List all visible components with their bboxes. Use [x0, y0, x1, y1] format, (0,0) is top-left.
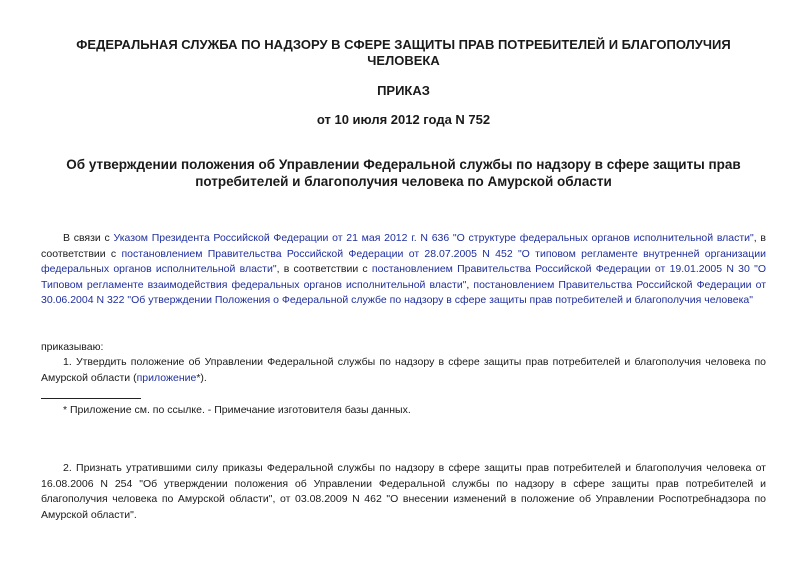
link-resolution-30[interactable]: постановлением Правительства Российской Федерации от 19.01.2005 N 30 "О Типовом регламенте взаимодействия федеральных органов исполнительной власти" [41, 263, 766, 291]
link-resolution-322[interactable]: постановлением Правительства Российской Федерации от 30.06.2004 N 322 "Об утверждении Положения о Федеральной службе по надзору в сфере защиты прав потребителей и благополучия человека" [41, 278, 767, 306]
document-type: ПРИКАЗ [377, 83, 430, 98]
link-appendix[interactable]: приложение [136, 371, 197, 384]
agency-name: ФЕДЕРАЛЬНАЯ СЛУЖБА ПО НАДЗОРУ В СФЕРЕ ЗАЩИТЫ ПРАВ ПОТРЕБИТЕЛЕЙ И БЛАГОПОЛУЧИЯ ЧЕЛОВЕКА [76, 37, 731, 68]
intro-text: В связи с [63, 232, 114, 244]
item-1-paragraph [41, 355, 766, 386]
document-date: от 10 июля 2012 года N 752 [316, 112, 491, 127]
footnote-divider [41, 398, 141, 399]
link-resolution-452[interactable]: постановлением Правительства Российской Федерации от 28.07.2005 N 452 "О типовом регламенте внутренней организации федеральных органов исполнительной власти" [41, 247, 766, 275]
footnote: * Приложение см. по ссылке. - Примечание изготовителя базы данных. [63, 404, 411, 416]
item-1-text: 1. Утвердить положение об Управлении Федеральной службы по надзору в сфере защиты прав потребителей и благополучия человека по Амурской области ( [41, 356, 766, 384]
intro-text: , в соответствии с [41, 232, 766, 260]
item-1-tail: *). [196, 371, 207, 384]
intro-paragraph [41, 231, 766, 309]
link-presidential-decree[interactable]: Указом Президента Российской Федерации от 21 мая 2012 г. N 636 "О структуре федеральных органов исполнительной власти" [113, 232, 754, 244]
order-word: приказываю: [41, 341, 104, 353]
item-2-paragraph: 2. Признать утратившими силу приказы Федеральной службы по надзору в сфере защиты прав потребителей и благополучия человека от 16.08.2006 N 254 "Об утверждении положения об Управлении Федеральной службы по надзору в сфере защиты прав потребителей и благополучия человека по Амурской области", от 03.08.2009 N 462 "О внесении изменений в положение об Управлении Роспотребнадзора по Амурской области". [41, 462, 766, 521]
document-title: Об утверждении положения об Управлении Федеральной службы по надзору в сфере защиты прав потребителей и благополучия человека по Амурской области [66, 157, 741, 189]
intro-text: , в соответствии с [276, 263, 372, 275]
intro-text: , [466, 278, 474, 291]
